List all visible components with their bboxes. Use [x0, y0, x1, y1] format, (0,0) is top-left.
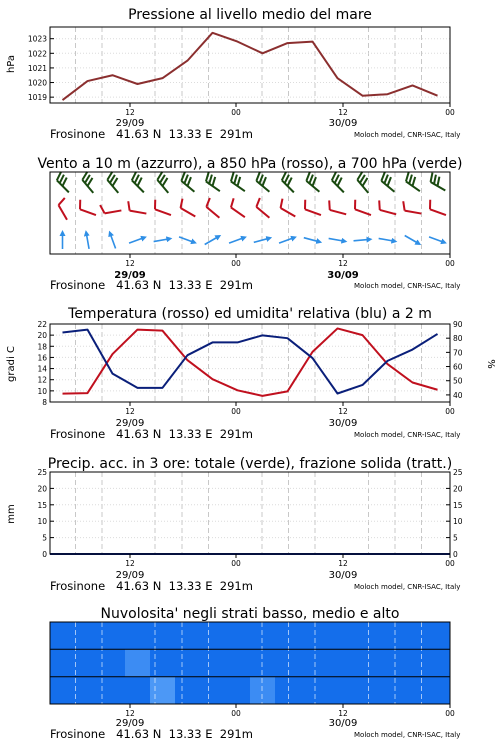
wind-barb	[105, 172, 125, 193]
x-tick-label: 12	[338, 709, 348, 718]
wind-arrow	[304, 238, 320, 242]
cloud-cell	[200, 622, 226, 650]
wind-barb-shaft	[157, 180, 168, 193]
y-tick-label: 40	[453, 390, 463, 400]
wind-barb	[327, 200, 349, 214]
wind-barb-feather	[402, 201, 407, 210]
pressure-title: Pressione al livello medio del mare	[128, 7, 372, 23]
y-tick-label: 12	[37, 375, 47, 385]
wind-barb	[352, 200, 374, 215]
precip-date-1: 29/09	[115, 570, 145, 581]
cloud-cell	[425, 622, 451, 650]
wind-arrow	[329, 238, 346, 241]
pressure-ylabel: hPa	[6, 54, 17, 74]
wind-arrow	[429, 237, 445, 243]
y-tick-label: 1019	[27, 93, 47, 103]
wind-arrow	[379, 238, 396, 241]
cloud-cell	[325, 622, 351, 650]
wind-date-2: 30/09	[327, 270, 359, 281]
y-tick-label: 25	[37, 468, 47, 477]
temp-y-ticks	[37, 320, 54, 407]
cloud-model: Moloch model, CNR-ISAC, Italy	[354, 731, 461, 739]
wind-barb-feather	[278, 199, 285, 208]
wind-arrow-shaft	[379, 238, 396, 241]
cloud-cell	[150, 677, 176, 705]
cloud-cell	[100, 677, 126, 705]
wind-barb	[280, 172, 301, 193]
pressure-model: Moloch model, CNR-ISAC, Italy	[354, 131, 461, 139]
wind-arrow-shaft	[179, 237, 195, 243]
y-tick-label: 10	[37, 517, 47, 527]
cloud-cell	[250, 677, 276, 705]
wind-model: Moloch model, CNR-ISAC, Italy	[354, 282, 461, 290]
cloud-location: Frosinone 41.63 N 13.33 E 291m	[50, 727, 253, 741]
wind-barb	[130, 172, 151, 193]
cloud-cell	[325, 677, 351, 705]
wind-x-ticks	[125, 254, 455, 268]
y-tick-label: 50	[453, 376, 463, 386]
wind-arrow	[354, 239, 371, 240]
cloud-cell	[225, 649, 251, 677]
precip-ylabel: mm	[6, 504, 17, 524]
wind-barb	[254, 172, 275, 192]
wind-barb-shaft	[281, 208, 296, 217]
cloud-title: Nuvolosita' negli strati basso, medio e alto	[100, 606, 400, 622]
cloud-cell	[425, 677, 451, 705]
wind-barb-feather	[228, 198, 236, 207]
wind-title: Vento a 10 m (azzurro), a 850 hPa (rosso), a 700 hPa (verde)	[37, 156, 463, 172]
x-tick-label: 12	[338, 407, 348, 416]
wind-barb	[127, 201, 148, 213]
wind-barb	[228, 198, 250, 217]
wind-barb-feather	[77, 200, 83, 209]
y-tick-label: 90	[453, 320, 463, 329]
y-tick-label: 60	[453, 362, 463, 372]
wind-arrow-shaft	[86, 232, 89, 249]
y-tick-label: 10	[453, 517, 463, 527]
cloud-cell	[125, 677, 151, 705]
wind-vectors	[55, 172, 450, 249]
temp-humidity-panel	[6, 306, 496, 441]
wind-arrow-shaft	[205, 236, 220, 245]
wind-barb-shaft	[256, 207, 269, 218]
cloud-cell	[350, 677, 376, 705]
wind-barb-shaft	[282, 180, 294, 192]
cloud-cell	[125, 622, 151, 650]
wind-barb-shaft	[181, 208, 196, 217]
temp-location: Frosinone 41.63 N 13.33 E 291m	[50, 427, 253, 441]
precip-model: Moloch model, CNR-ISAC, Italy	[354, 583, 461, 591]
cloud-cell	[300, 622, 326, 650]
y-tick-label: 16	[37, 353, 47, 363]
wind-barb-shaft	[357, 180, 368, 193]
cloud-cell	[100, 622, 126, 650]
wind-barb-shaft	[332, 180, 344, 192]
cloud-cell	[100, 649, 126, 677]
wind-barb-feather	[57, 198, 66, 205]
wind-arrow-shaft	[329, 238, 346, 241]
cloud-cell	[250, 622, 276, 650]
cloud-cell	[200, 677, 226, 705]
cloud-cell	[375, 622, 401, 650]
wind-barb-feather	[427, 200, 433, 209]
pressure-date-2: 30/09	[328, 118, 358, 129]
wind-barb	[355, 172, 375, 193]
y-tick-label: 1020	[27, 78, 47, 88]
wind-barb-shaft	[305, 209, 321, 215]
wind-barb	[178, 199, 200, 217]
y-tick-label: 0	[42, 550, 47, 559]
x-tick-label: 12	[338, 259, 348, 268]
wind-barb-shaft	[430, 209, 446, 215]
pressure-location: Frosinone 41.63 N 13.33 E 291m	[50, 127, 253, 141]
cloud-cell	[250, 649, 276, 677]
wind-barb	[204, 198, 225, 218]
wind-barb	[302, 200, 324, 215]
wind-arrow	[279, 237, 295, 243]
precip-location: Frosinone 41.63 N 13.33 E 291m	[50, 579, 253, 593]
cloud-cell	[225, 677, 251, 705]
y-tick-label: 20	[453, 484, 463, 494]
y-tick-label: 14	[37, 364, 47, 374]
cloud-cell	[175, 622, 201, 650]
cloud-x-ticks	[125, 704, 455, 718]
cloud-cell	[225, 622, 251, 650]
x-tick-label: 00	[231, 559, 241, 568]
cloud-date-2: 30/09	[328, 718, 358, 729]
y-tick-label: 5	[453, 533, 458, 543]
wind-barb	[203, 172, 225, 191]
wind-barb-feather	[127, 201, 132, 210]
wind-barb	[155, 172, 175, 193]
temp-ylabel: gradi C	[6, 346, 17, 382]
wind-arrow	[129, 237, 145, 243]
cloud-cell	[275, 649, 301, 677]
wind-barb-feather	[152, 200, 158, 209]
x-tick-label: 00	[231, 259, 241, 268]
wind-barb	[402, 201, 423, 213]
wind-barb	[330, 172, 351, 193]
x-tick-label: 12	[125, 559, 135, 568]
x-tick-label: 00	[445, 709, 455, 718]
cloud-cell	[75, 649, 101, 677]
wind-barb-shaft	[155, 209, 171, 215]
x-tick-label: 00	[445, 259, 455, 268]
cloud-cell	[175, 649, 201, 677]
cloud-date-1: 29/09	[115, 718, 145, 729]
wind-arrow	[86, 232, 89, 249]
wind-barb-feather	[178, 199, 185, 208]
wind-arrow-shaft	[405, 236, 420, 245]
x-tick-label: 00	[231, 108, 241, 117]
y-tick-label: 22	[37, 320, 47, 329]
precip-date-2: 30/09	[328, 570, 358, 581]
wind-arrow	[405, 236, 420, 245]
wind-barb-feather	[377, 200, 382, 209]
precip-y-ticks	[37, 468, 54, 559]
wind-barb-shaft	[130, 211, 147, 214]
temp-grid	[50, 324, 450, 402]
cloud-cells	[50, 622, 451, 704]
wind-barb-shaft	[57, 180, 69, 192]
y-tick-label: 15	[453, 500, 463, 510]
wind-arrow-shaft	[279, 237, 295, 243]
cloud-cell	[300, 677, 326, 705]
temp-date-2: 30/09	[328, 418, 358, 429]
wind-barb-feather	[352, 200, 358, 209]
y-tick-label: 10	[37, 386, 47, 396]
y-tick-label: 1021	[27, 63, 47, 73]
cloud-cell	[50, 677, 76, 705]
wind-barb-feather	[254, 198, 262, 207]
wind-arrow	[205, 236, 220, 245]
temp-humidity-series	[63, 328, 438, 395]
wind-arrow-shaft	[304, 238, 320, 242]
temp-model: Moloch model, CNR-ISAC, Italy	[354, 431, 461, 439]
wind-location: Frosinone 41.63 N 13.33 E 291m	[50, 278, 253, 292]
wind-arrow-shaft	[154, 239, 171, 242]
wind-arrow	[179, 237, 195, 243]
x-tick-label: 12	[125, 259, 135, 268]
cloud-cell	[75, 677, 101, 705]
wind-barb	[100, 202, 121, 214]
cloud-cell	[150, 649, 176, 677]
cloud-cell	[375, 649, 401, 677]
x-tick-label: 12	[125, 108, 135, 117]
cloud-cell	[350, 649, 376, 677]
precip-y-ticks-right	[446, 468, 463, 559]
cloud-cell	[175, 677, 201, 705]
wind-barb	[80, 172, 100, 193]
wind-arrow-shaft	[110, 232, 116, 248]
wind-arrow	[110, 232, 116, 248]
wind-arrow-shaft	[429, 237, 445, 243]
pressure-grid	[50, 27, 450, 103]
precip-x-ticks	[125, 554, 455, 568]
wind-barb-shaft	[231, 207, 245, 217]
wind-barb-feather	[302, 200, 308, 209]
cloud-cell	[350, 622, 376, 650]
wind-barb	[379, 172, 400, 192]
wind-arrow-shaft	[354, 239, 371, 240]
precip-title: Precip. acc. in 3 ore: totale (verde), frazione solida (tratt.)	[47, 456, 453, 472]
cloud-cell	[275, 622, 301, 650]
precipitation-panel	[6, 456, 463, 593]
cloud-cell	[325, 649, 351, 677]
x-tick-label: 12	[125, 407, 135, 416]
wind-barb	[254, 198, 275, 218]
cloud-cell	[125, 649, 151, 677]
wind-barb	[427, 200, 449, 215]
y-tick-label: 20	[37, 331, 47, 341]
y-tick-label: 20	[37, 484, 47, 494]
cloud-cell	[375, 677, 401, 705]
wind-barb-shaft	[380, 210, 396, 214]
x-tick-label: 00	[445, 559, 455, 568]
cloud-cell	[200, 649, 226, 677]
x-tick-label: 00	[445, 407, 455, 416]
wind-barb-shaft	[105, 210, 122, 213]
x-tick-label: 00	[231, 407, 241, 416]
wind-barb	[228, 172, 250, 191]
wind-barb	[55, 172, 76, 193]
cloud-cell	[425, 649, 451, 677]
wind-grid	[76, 172, 422, 254]
wind-panel	[37, 156, 462, 292]
wind-barb-shaft	[107, 180, 118, 193]
wind-barb	[428, 173, 450, 191]
cloud-cell	[50, 649, 76, 677]
wind-barb-shaft	[330, 210, 346, 214]
pressure-panel	[6, 7, 460, 141]
precip-frame	[50, 472, 450, 554]
wind-arrow	[154, 239, 171, 242]
cloud-cell	[50, 622, 76, 650]
y-tick-label: 0	[453, 550, 458, 559]
temp-x-ticks	[125, 402, 455, 416]
y-tick-label: 18	[37, 342, 47, 352]
y-tick-label: 15	[37, 500, 47, 510]
wind-barb-shaft	[405, 211, 422, 214]
y-tick-label: 70	[453, 348, 463, 358]
temp-frame	[50, 324, 450, 402]
wind-barb-shaft	[59, 205, 68, 220]
pressure-line	[63, 33, 438, 100]
y-tick-label: 80	[453, 334, 463, 344]
precip-grid	[50, 472, 450, 554]
y-tick-label: 5	[42, 533, 47, 543]
cloud-cell	[300, 649, 326, 677]
wind-arrow-shaft	[229, 237, 245, 243]
x-tick-label: 12	[125, 709, 135, 718]
x-tick-label: 12	[338, 108, 348, 117]
wind-date-1: 29/09	[114, 270, 146, 281]
wind-barb-shaft	[80, 209, 96, 215]
wind-barb-shaft	[82, 180, 93, 193]
y-tick-label: 8	[42, 398, 47, 407]
cloud-cell	[150, 622, 176, 650]
wind-barb-shaft	[132, 180, 144, 192]
humidity-line	[63, 330, 438, 394]
cloud-cell	[75, 622, 101, 650]
pressure-date-1: 29/09	[115, 118, 145, 129]
humidity-y-ticks	[446, 320, 463, 400]
temp-title: Temperatura (rosso) ed umidita' relativa (blu) a 2 m	[68, 306, 432, 322]
x-tick-label: 12	[338, 559, 348, 568]
y-tick-label: 25	[453, 468, 463, 477]
wind-barb	[57, 198, 75, 220]
wind-barb-feather	[327, 200, 332, 209]
x-tick-label: 00	[445, 108, 455, 117]
pressure-series	[63, 33, 438, 100]
temp-date-1: 29/09	[115, 418, 145, 429]
wind-arrow-shaft	[129, 237, 145, 243]
pressure-x-ticks	[125, 103, 455, 117]
y-tick-label: 1023	[27, 34, 47, 44]
cloud-panel	[50, 606, 460, 741]
x-tick-label: 00	[231, 709, 241, 718]
wind-barb	[77, 200, 99, 215]
cloud-cell	[275, 677, 301, 705]
wind-arrow	[229, 237, 245, 243]
y-tick-label: 1022	[27, 49, 47, 59]
humidity-ylabel: %	[485, 359, 496, 369]
